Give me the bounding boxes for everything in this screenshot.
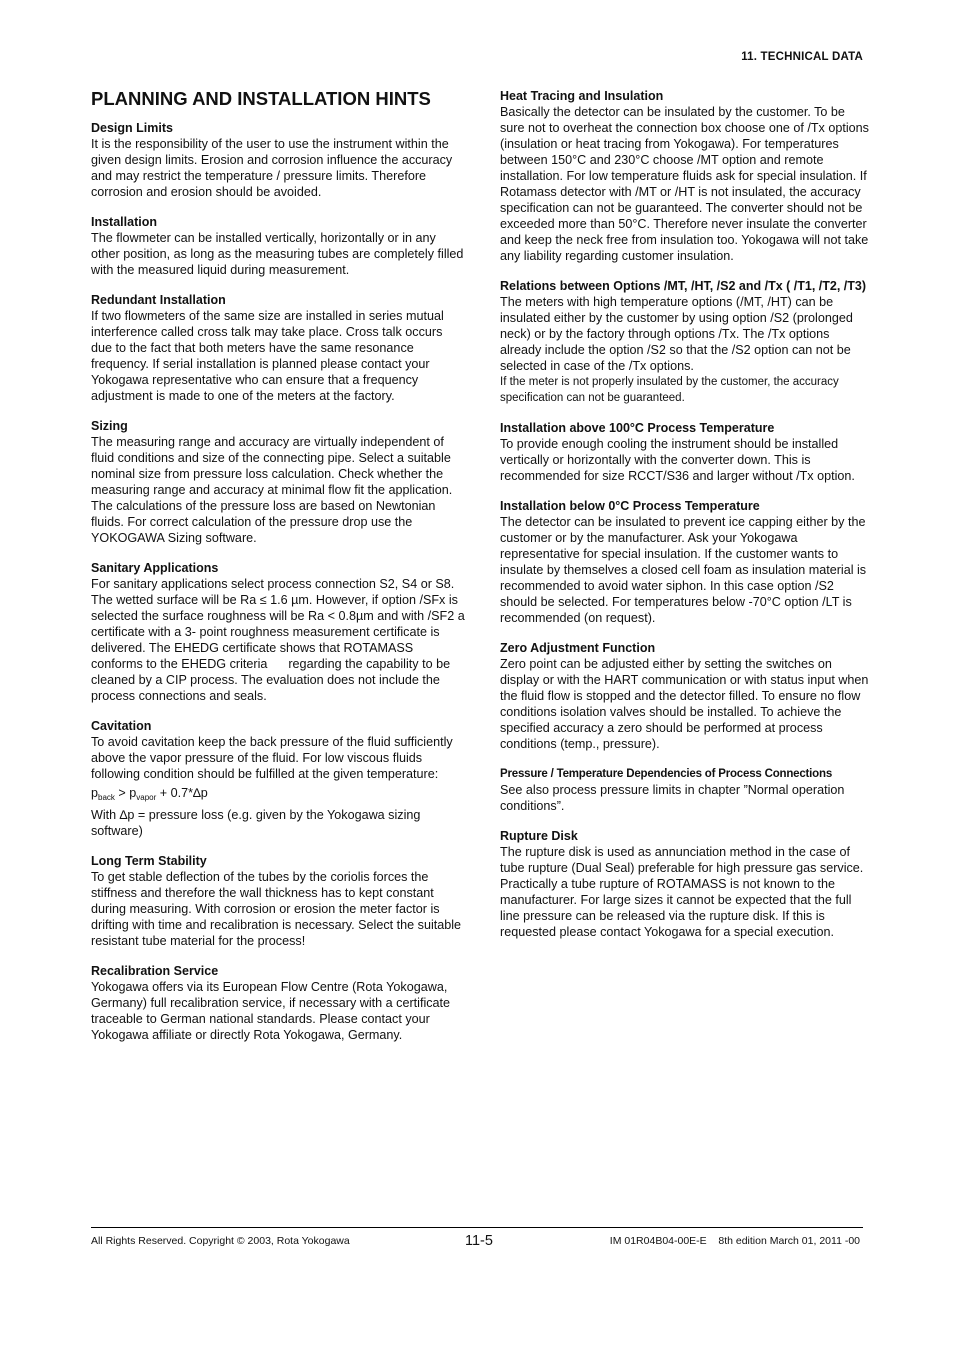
section-paragraph: If two flowmeters of the same size are installed in series mutual interference called cross talk may take place. Cross talk occurs due to the fact that both meters have the same resonance frequency. If serial installation is planned please contact your Yokogawa representative who can ensure that a frequency adjustment is made to one of the meters at the factory.: [91, 309, 444, 403]
section-heading: Cavitation: [91, 719, 152, 733]
section-cavitation: [91, 718, 465, 839]
section-paragraph: It is the responsibility of the user to use the instrument within the given design limits. Erosion and corrosion influence the accuracy and may restrict the temperature / pressure limits. Therefore corrosion and erosion should be avoided.: [91, 137, 453, 199]
formula-note: With ∆p = pressure loss (e.g. given by the Yokogawa sizing software): [91, 808, 421, 838]
section-label: 11. TECHNICAL DATA: [741, 51, 863, 63]
section-paragraph: See also process pressure limits in chapter ”Normal operation conditions”.: [500, 783, 845, 813]
section-heading: Redundant Installation: [91, 293, 226, 307]
section-heading: Long Term Stability: [91, 854, 207, 868]
section-paragraph: Zero point can be adjusted either by setting the switches on display or with the HART communication or with status input when the fluid flow is stopped and the detector filled. To ensure no flow conditions isolation valves should be installed. To achieve the specified accuracy a zero should be performed at process conditions (temp., pressure).: [500, 657, 869, 751]
section-long-term-stability: [91, 853, 465, 949]
section-rupture-disk: [500, 828, 870, 940]
section-paragraph: Basically the detector can be insulated by the customer. To be sure not to overheat the connection box choose one of /Tx options (insulation or heat tracing from Yokogawa). For temperatures between 150°C and 230°C choose /MT option and remote installation. For low temperature fluids ask for special insulation. If Rotamass detector with /MT or /HT is not insulated, the accuracy specification can not be guaranteed. The converter should not be exceeded more than 50°C. Therefore never insulate the converter and keep the neck free from insulation too. Yokogawa will not take any liability regarding customer insulation.: [500, 105, 869, 263]
left-column: [91, 88, 469, 1057]
footer-doc-id: IM 01R04B04-00E-E 8th edition March 01, 2011 -00: [609, 1235, 860, 1247]
section-paragraph: To avoid cavitation keep the back pressure of the fluid sufficiently above the vapor pressure of the fluid. For low viscous fluids following condition should be fulfilled at the given temperature:: [91, 735, 453, 781]
section-note: If the meter is not properly insulated by the customer, the accuracy specification can not be guaranteed.: [500, 376, 839, 404]
section-paragraph: Yokogawa offers via its European Flow Centre (Rota Yokogawa, Germany) full recalibration service, if necessary with a certificate traceable to German national standards. Please contact your Yokogawa affiliate or directly Rota Yokogawa, Germany.: [91, 980, 451, 1042]
section-heading: Recalibration Service: [91, 964, 219, 978]
section-pressure-temperature-dependencies: [500, 766, 870, 814]
section-heading: Design Limits: [91, 121, 173, 135]
section-zero-adjustment: [500, 640, 870, 752]
section-paragraph: The meters with high temperature options (/MT, /HT) can be insulated either by the customer by using option /S2 (prolonged neck) or by the factory through options /Tx. The /Tx options already include the option /S2 so that the /S2 option can not be selected in case of the /Tx options.: [500, 295, 853, 373]
section-paragraph: The measuring range and accuracy are virtually independent of fluid conditions and size of the connecting pipe. Select a suitable nominal size from pressure loss calculation. Check whether the measuring range and accuracy at minimal flow fit the application. The calculations of the pressure loss are based on Newtonian fluids. For correct calculation of the pressure drop use the YOKOGAWA Sizing software.: [91, 435, 453, 545]
section-heading: Zero Adjustment Function: [500, 641, 656, 655]
right-column: [500, 88, 870, 954]
section-heat-tracing: [500, 88, 870, 264]
section-paragraph: To provide enough cooling the instrument should be installed vertically or horizontally with the converter down. This is recommended for size RCCT/S36 and larger without /Tx option.: [500, 437, 855, 483]
footer-divider: [91, 1227, 863, 1228]
section-redundant-installation: [91, 292, 465, 404]
section-installation: [91, 214, 465, 278]
page-title: PLANNING AND INSTALLATION HINTS: [91, 88, 431, 109]
section-paragraph: To get stable deflection of the tubes by the coriolis forces the stiffness and therefore the wall thickness has to kept constant during measuring. With corrosion or erosion the meter factor is drifting with time and recalibration is necessary. Select the suitable resistant tube material for the process!: [91, 870, 462, 948]
section-sanitary-applications: [91, 560, 469, 704]
page-number: 11-5: [465, 1233, 493, 1249]
section-recalibration-service: [91, 963, 465, 1043]
section-heading: Pressure / Temperature Dependencies of Process Connections: [500, 768, 833, 780]
section-installation-above-100c: [500, 420, 870, 484]
section-heading: Heat Tracing and Insulation: [500, 89, 664, 103]
section-heading: Sanitary Applications: [91, 561, 219, 575]
section-heading: Sizing: [91, 419, 128, 433]
section-design-limits: [91, 120, 465, 200]
section-paragraph: The rupture disk is used as annunciation method in the case of tube rupture (Dual Seal) preferable for high pressure gas service. Practically a tube rupture of ROTAMASS is not known to the manufacturer. For large sizes it cannot be expected that the full line pressure can be released via the rupture disk. If this is requested please contact Yokogawa for a special execution.: [500, 845, 864, 939]
section-heading: Installation below 0°C Process Temperature: [500, 499, 760, 513]
section-heading: Installation above 100°C Process Temperature: [500, 421, 775, 435]
section-paragraph: The detector can be insulated to prevent ice capping either by the customer or by the manufacturer. Ask your Yokogawa representative for special insulation. If the customer wants to insulate by themselves a closed cell foam as insulation material is recommended to avoid water siphon. In this case option /S2 should be selected. For temperatures below -70°C option /LT is recommended (on request).: [500, 515, 867, 625]
section-heading: Installation: [91, 215, 157, 229]
section-heading: Rupture Disk: [500, 829, 578, 843]
section-option-relations: [500, 278, 870, 406]
section-heading: Relations between Options /MT, /HT, /S2 and /Tx ( /T1, /T2, /T3): [500, 279, 867, 293]
footer-copyright: All Rights Reserved. Copyright © 2003, Rota Yokogawa: [91, 1235, 350, 1247]
section-installation-below-0c: [500, 498, 870, 626]
section-paragraph: The flowmeter can be installed vertically, horizontally or in any other position, as long as the measuring tubes are completely filled with the measured liquid during measurement.: [91, 231, 464, 277]
cavitation-formula: $p_{back} > p_{vapor} + 0.7*\Delta p$: [91, 786, 208, 802]
section-sizing: [91, 418, 465, 546]
section-paragraph: For sanitary applications select process connection S2, S4 or S8. The wetted surface will be Ra ≤ 1.6 µm. However, if option /SFx is selected the surface roughness will be Ra < 0.8µm and with /SF2 a certificate with a 3- point roughness measurement certificate is delivered. The EHEDG certificate shows that ROTAMASS conforms to the EHEDG criteria regarding the capability to be cleaned by a CIP process. The evaluation does not include the process connections and seals.: [91, 577, 469, 703]
